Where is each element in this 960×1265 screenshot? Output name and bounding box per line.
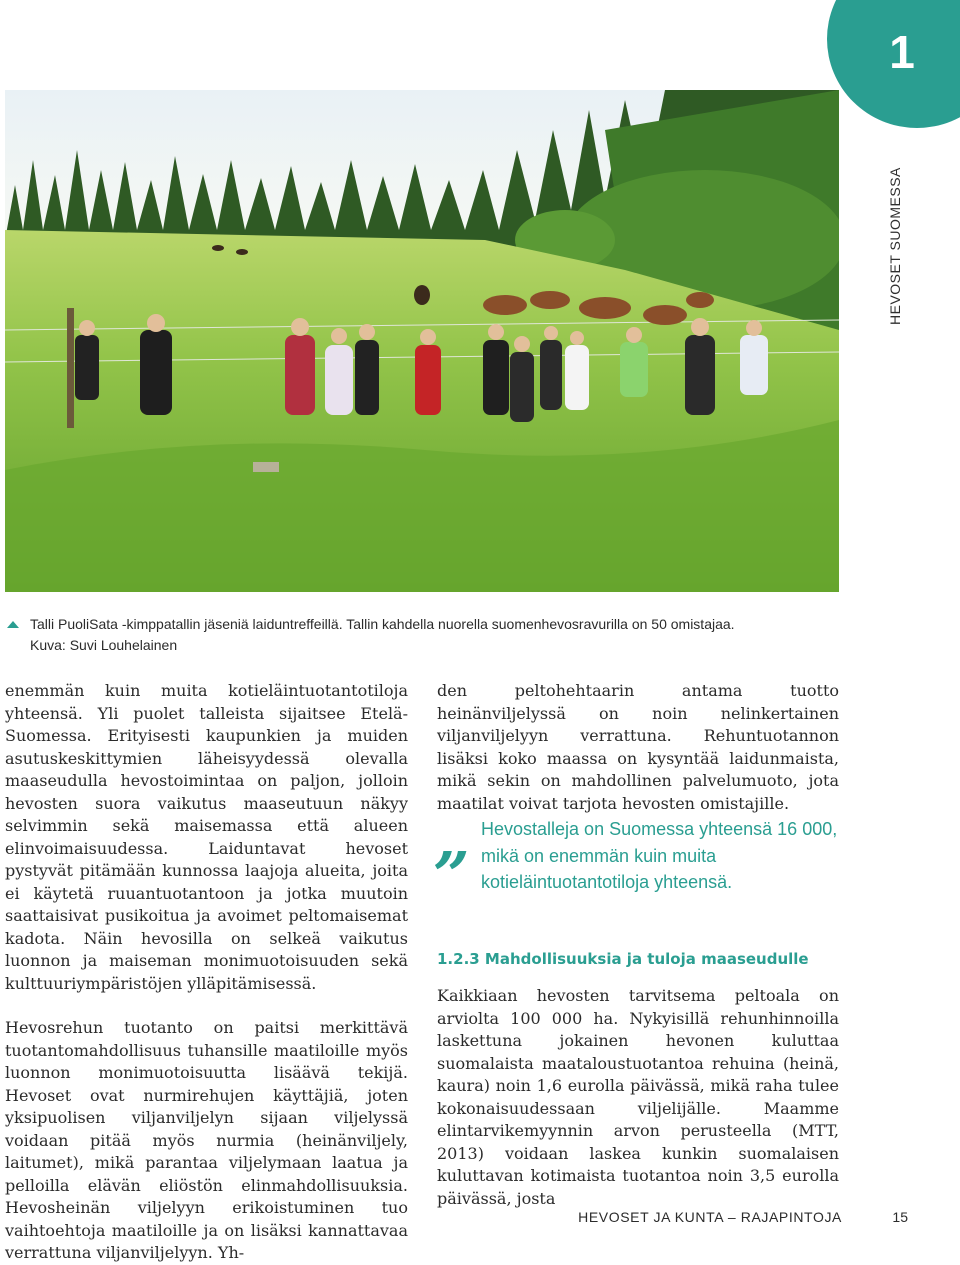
caption-text: Talli PuoliSata -kimppatallin jäseniä laiduntreffeillä. Tallin kahdella nuorella suomenhevosravurilla on 50 omistajaa. xyxy=(30,616,735,632)
section-heading: 1.2.3 Mahdollisuuksia ja tuloja maaseudulle xyxy=(437,950,809,968)
photo-caption xyxy=(30,614,850,656)
page-number: 15 xyxy=(892,1209,908,1225)
paragraph: Hevosrehun tuotanto on paitsi merkittävä tuotantomahdollisuus tuhansille maatiloille myös luonnon monimuotoisuutta lisäävä tekijä. Hevoset ovat nurmirehujen käyttäjiä, joten yksipuolisen viljanviljelyn sijaan viljelyssä voidaan pitää myös nurmia (heinänviljely, laitumet), mikä parantaa viljelymaan laatua ja pelloilla elävän eliöstön elinmahdollisuuksia. Hevosheinän viljelyyn erikoistuminen tuo vaihtoehtoja maatiloille ja on lisäksi kannattavaa verrattuna viljanviljelyyn. Yh- xyxy=(5,1018,408,1262)
pullquote: Hevostalleja on Suomessa yhteensä 16 000, mikä on enemmän kuin muita kotieläintuotantotiloja yhteensä. xyxy=(481,819,838,892)
section-side-label: HEVOSET SUOMESSA xyxy=(887,167,903,325)
paragraph: enemmän kuin muita kotieläintuotantotiloja yhteensä. Yli puolet talleista sijaitsee Etelä-Suomessa. Erityisesti kaupunkien ja muiden asutuskeskittymien läheisyydessä olevalla maaseudulla hevostoimintaa on paljon, jolloin hevosten suora vaikutus maaseutuun näkyy selvimmin sekä maisemassa että alueen elinvoimaisuudessa. Laiduntavat hevoset pystyvät pitämään kunnossa laajoja alueita, joita ei käytetä ruuantuotantoon ja jotka muutoin saattaisivat pusikoitua ja avoimet peltomaisemat kadota. Näin hevosilla on selkeä vaikutus luonnon ja maiseman monimuotoisuuden sekä kulttuuriympäristöjen ylläpitämisessä. xyxy=(5,681,408,993)
right-column-top xyxy=(437,680,839,815)
caption-arrow-icon xyxy=(7,621,19,628)
paragraph: Kaikkiaan hevosten tarvitsema peltoala on arviolta 100 000 ha. Nykyisillä rehunhinnoilla laskettuna jokainen hevonen kuluttaa suomalaista maataloustuotantoa rehuina (heinä, kaura) noin 1,6 eurolla päivässä, mikä raha tulee kokonaisuudessaan viljelijälle. Maamme elintarvikemyynnin arvon perusteella (MTT, 2013) voidaan laskea kunkin suomalaisen kuluttavan kotimaista tuotantoa noin 3,5 eurolla päivässä, josta xyxy=(437,986,839,1208)
photo-illustration xyxy=(5,90,839,592)
footer-title: HEVOSET JA KUNTA – RAJAPINTOJA xyxy=(578,1209,842,1225)
caption-credit: Kuva: Suvi Louhelainen xyxy=(30,637,178,653)
photo-pasture-horses xyxy=(5,90,839,592)
chapter-number: 1 xyxy=(889,26,915,78)
right-column-bottom xyxy=(437,985,839,1210)
paragraph: den peltohehtaarin antama tuotto heinänviljelyssä on noin nelinkertainen viljanviljelyyn verrattuna. Rehuntuotannon lisäksi koko maassa on kysyntää laidunmaista, mikä sekin on mahdollinen palvelumuoto, jota maatilat voivat tarjota hevosten omistajille. xyxy=(437,681,839,813)
left-column xyxy=(5,680,408,1265)
quote-mark-icon: „ xyxy=(434,802,471,877)
